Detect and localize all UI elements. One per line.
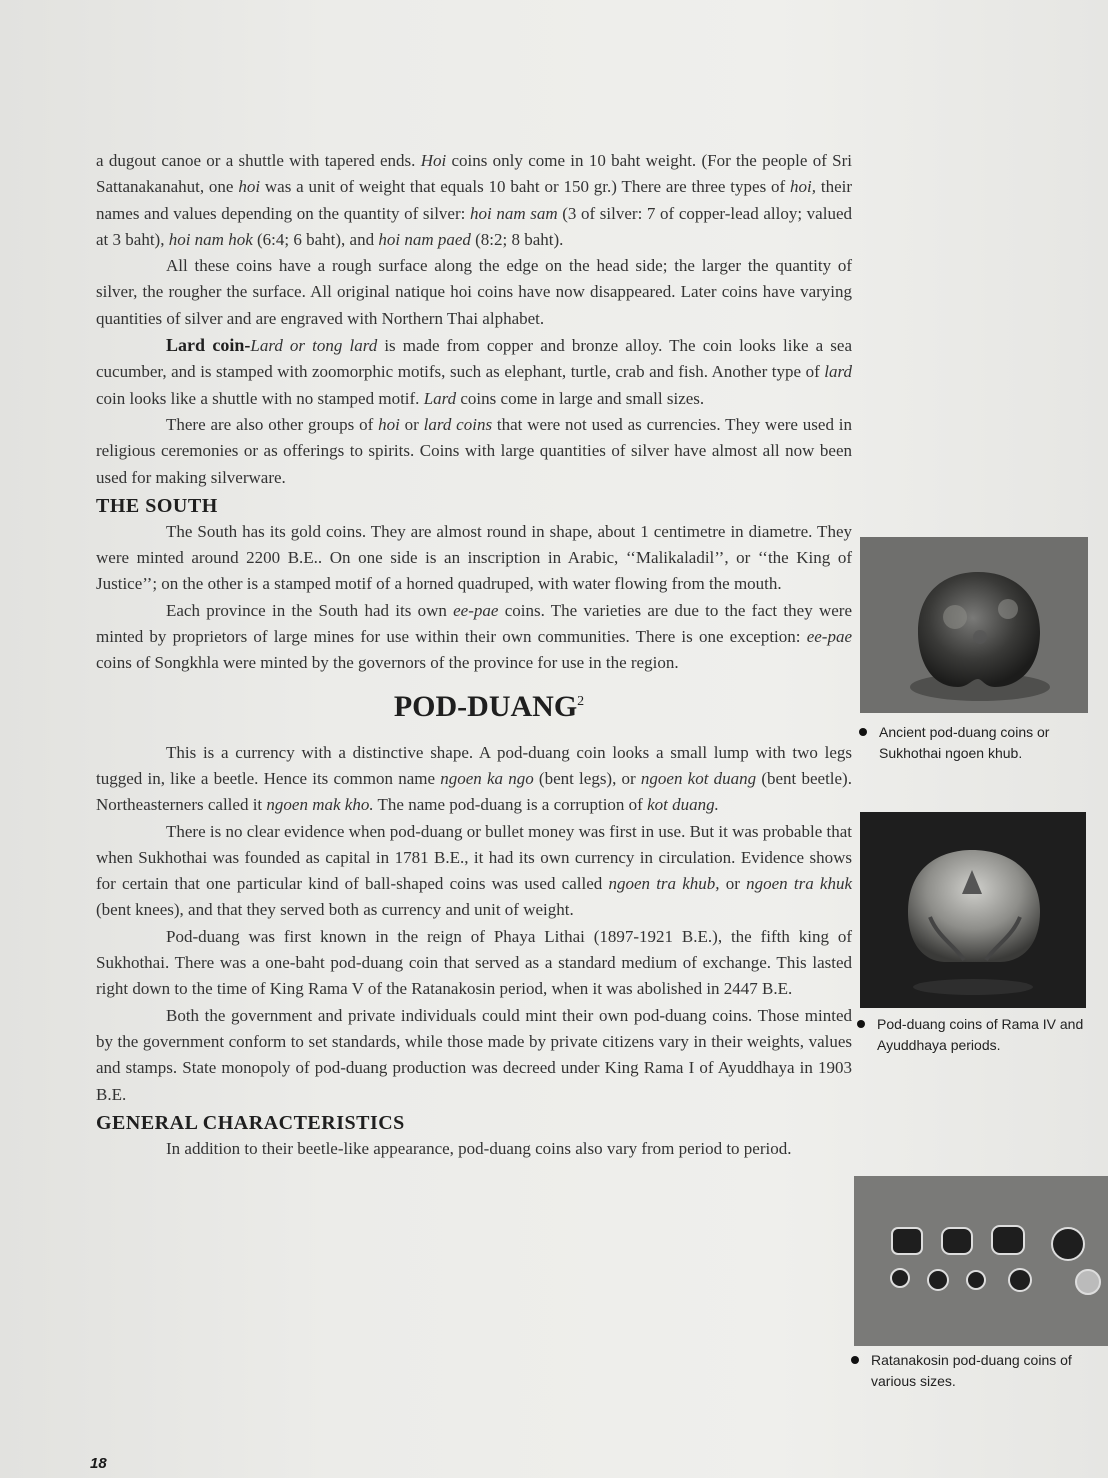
heading-general-characteristics: GENERAL CHARACTERISTICS (96, 1111, 405, 1134)
heading-the-south: THE SOUTH (96, 494, 218, 517)
page-number: 18 (90, 1455, 107, 1472)
caption-photo-2: Pod-duang coins of Rama IV and Ayuddhaya periods. (877, 1014, 1087, 1056)
paragraph-pod-duang-shape: This is a currency with a distinctive shape. A pod-duang coin looks a small lump with two legs tugged in, like a beetle. Hence its common name ngoen ka ngo (bent legs), or ngoen kot duang (bent beetle). Northeasterners called it ngoen mak kho. The name pod-duang is a corruption of kot duang. (96, 742, 852, 815)
paragraph-minting: Both the government and private individuals could mint their own pod-duang coins. Those minted by the government conform to set standards, while those made by private citizens vary in their weights, values and stamps. State monopoly of pod-duang production was decreed under King Rama I of Ayuddhaya in 1903 B.E. (96, 1005, 852, 1104)
paragraph-evidence: There is no clear evidence when pod-duang or bullet money was first in use. But it was probable that when Sukhothai was founded as capital in 1781 B.E., it had its own currency in circulation. Evidence shows for certain that one particular kind of ball-shaped coins was used called ngoen tra khub, or ngoen tra khuk (bent knees), and that they served both as currency and unit of weight. (96, 821, 852, 920)
photo-sukhothai-coin (860, 537, 1088, 713)
photo-ratanakosin-coins (854, 1176, 1108, 1346)
paragraph-ee-pae: Each province in the South had its own ee-pae coins. The varieties are due to the fact they were minted by proprietors of large mines for use within their own communities. There is one exception: ee-pae coins of Songkhla were minted by the governors of the province for use in the region. (96, 600, 852, 673)
coins-image (854, 1176, 1108, 1346)
paragraph-south-gold: The South has its gold coins. They are almost round in shape, about 1 centimetre in diametre. They were minted around 2200 B.E.. On one side is an inscription in Arabic, ‘‘Malikaladil’’, or ‘‘the King of Justice’’; on the other is a stamped motif of a horned quadruped, with water flowing from the mouth. (96, 521, 852, 594)
paragraph-beetle-like: In addition to their beetle-like appearance, pod-duang coins also vary from period to period. (166, 1138, 792, 1158)
coin-image (860, 537, 1088, 713)
caption-photo-1: Ancient pod-duang coins or Sukhothai ngoen khub. (879, 722, 1089, 764)
paragraph-lard-coin: Lard coin-Lard or tong lard is made from copper and bronze alloy. The coin looks like a sea cucumber, and is stamped with zoomorphic motifs, such as elephant, turtle, crab and fish. Another type of lard coin looks like a shuttle with no stamped motif. Lard coins come in large and small sizes. (96, 335, 852, 408)
paragraph-phaya-lithai: Pod-duang was first known in the reign of Phaya Lithai (1897-1921 B.E.), the fifth king of Sukhothai. There was a one-baht pod-duang coin that served as a standard medium of exchange. This lasted right down to the time of King Rama V of the Ratanakosin period, when it was abolished in 2447 B.E. (96, 926, 852, 999)
paragraph-hoi-types: a dugout canoe or a shuttle with tapered ends. Hoi coins only come in 10 baht weight. (For the people of Sri Sattanakanahut, one hoi was a unit of weight that equals 10 baht or 150 gr.) There are three types of hoi, their names and values depending on the quantity of silver: hoi nam sam (3 of silver: 7 of copper-lead alloy; valued at 3 baht), hoi nam hok (6:4; 6 baht), and hoi nam paed (8:2; 8 baht). (96, 151, 853, 249)
paragraph-other-groups: There are also other groups of hoi or lard coins that were not used as currencies. They were used in religious ceremonies or as offerings to spirits. Coins with large quantities of silver have almost all now been used for making silverware. (96, 414, 852, 487)
paragraph-rough-surface: All these coins have a rough surface along the edge on the head side; the larger the quantity of silver, the rougher the surface. All original natique hoi coins have now disappeared. Later coins have varying quantities of silver and are engraved with Northern Thai alphabet. (96, 256, 852, 328)
bullet-icon (859, 728, 867, 736)
bullet-icon (851, 1356, 859, 1364)
text-column (96, 148, 852, 1162)
photo-rama-iv-coin (860, 812, 1086, 1008)
caption-photo-3: Ratanakosin pod-duang coins of various sizes. (871, 1350, 1096, 1392)
heading-pod-duang: POD-DUANG$^2$ (393, 689, 585, 723)
bullet-icon (857, 1020, 865, 1028)
coin-image (860, 812, 1086, 1008)
